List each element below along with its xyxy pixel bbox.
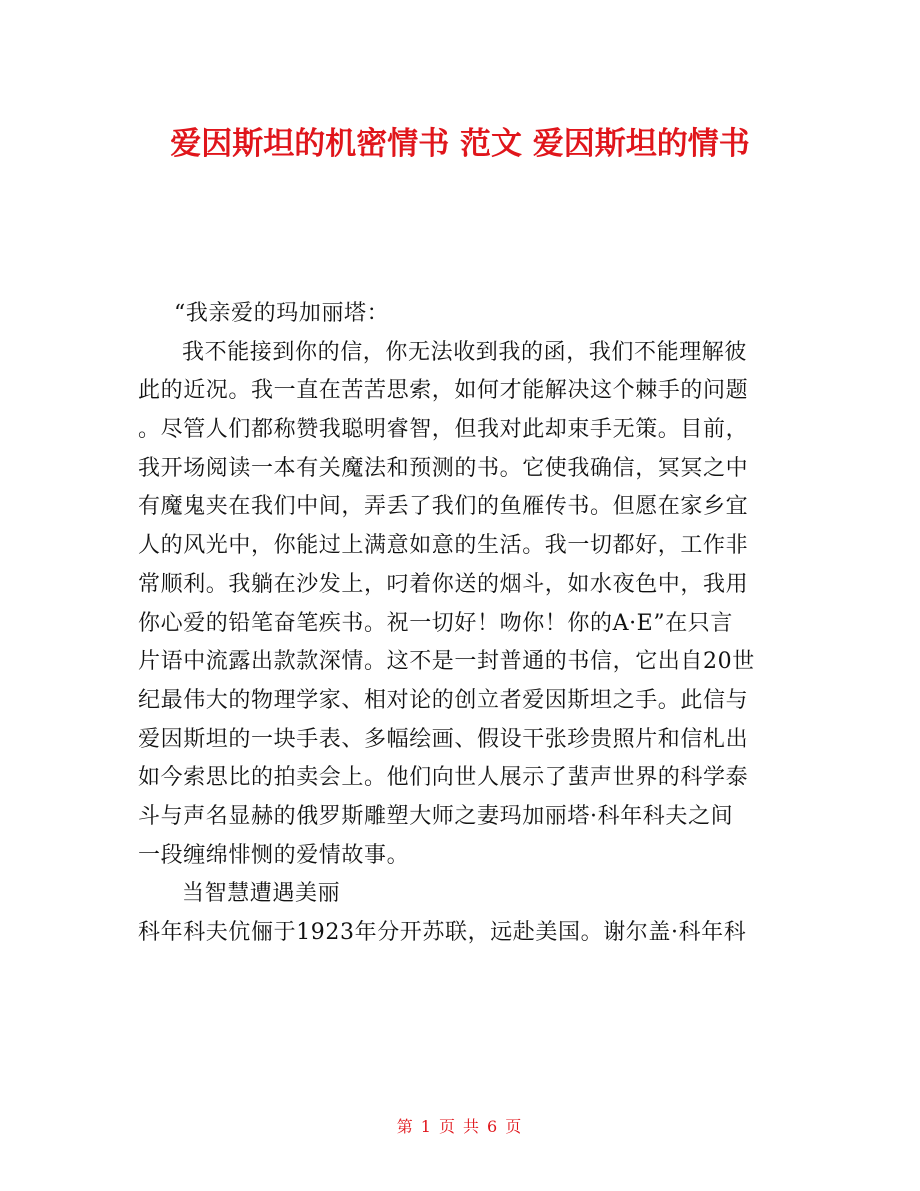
page-number: 1 [420,1117,433,1136]
total-pages: 6 [487,1117,500,1136]
document-body [138,295,788,953]
salutation-line: “我亲爱的玛加丽塔： [174,301,390,326]
paragraph-line: 人的风光中，你能过上满意如意的生活。我一切都好，工作非 [138,533,749,559]
document-title: 爱因斯坦的机密情书 范文 爱因斯坦的情书 [170,126,750,162]
paragraph-line: 我不能接到你的信，你无法收到我的函，我们不能理解彼 [182,339,748,365]
paragraph-line: 。尽管人们都称赞我聪明睿智，但我对此却束手无策。目前， [138,417,749,443]
paragraph-line: 爱因斯坦的一块手表、多幅绘画、假设干张珍贵照片和信札出 [138,726,749,752]
paragraph-line: 科年科夫伉俪于1923年分开苏联，远赴美国。谢尔盖·科年科 [138,920,747,945]
paragraph-line: 有魔鬼夹在我们中间，弄丢了我们的鱼雁传书。但愿在家乡宜 [138,494,749,520]
paragraph-line: 此的近况。我一直在苦苦思索，如何才能解决这个棘手的问题 [138,378,749,404]
paragraph-line: 一段缠绵悱恻的爱情故事。 [138,842,410,868]
paragraph-line: 纪最伟大的物理学家、相对论的创立者爱因斯坦之手。此信与 [138,687,749,713]
total-suffix: 页 [505,1117,524,1136]
section-heading: 当智慧遭遇美丽 [182,881,341,907]
paragraph-line: 片语中流露出款款深情。这不是一封普通的书信，它出自20世 [138,649,755,675]
total-prefix: 共 [463,1117,482,1136]
paragraph-line: 我开场阅读一本有关魔法和预测的书。它使我确信，冥冥之中 [138,455,749,481]
page-label-prefix: 第 [396,1117,415,1136]
page-label-mid: 页 [438,1117,457,1136]
paragraph-line: 常顺利。我躺在沙发上，叼着你送的烟斗，如水夜色中，我用 [138,571,749,597]
paragraph-line: 如今索思比的拍卖会上。他们向世人展示了蜚声世界的科学泰 [138,765,749,791]
page-footer [0,1114,920,1137]
paragraph-line: 斗与声名显赫的俄罗斯雕塑大师之妻玛加丽塔·科年科夫之间 [138,803,734,829]
paragraph-line: 你心爱的铅笔奋笔疾书。祝一切好！吻你！你的A·E”在只言 [138,610,733,636]
